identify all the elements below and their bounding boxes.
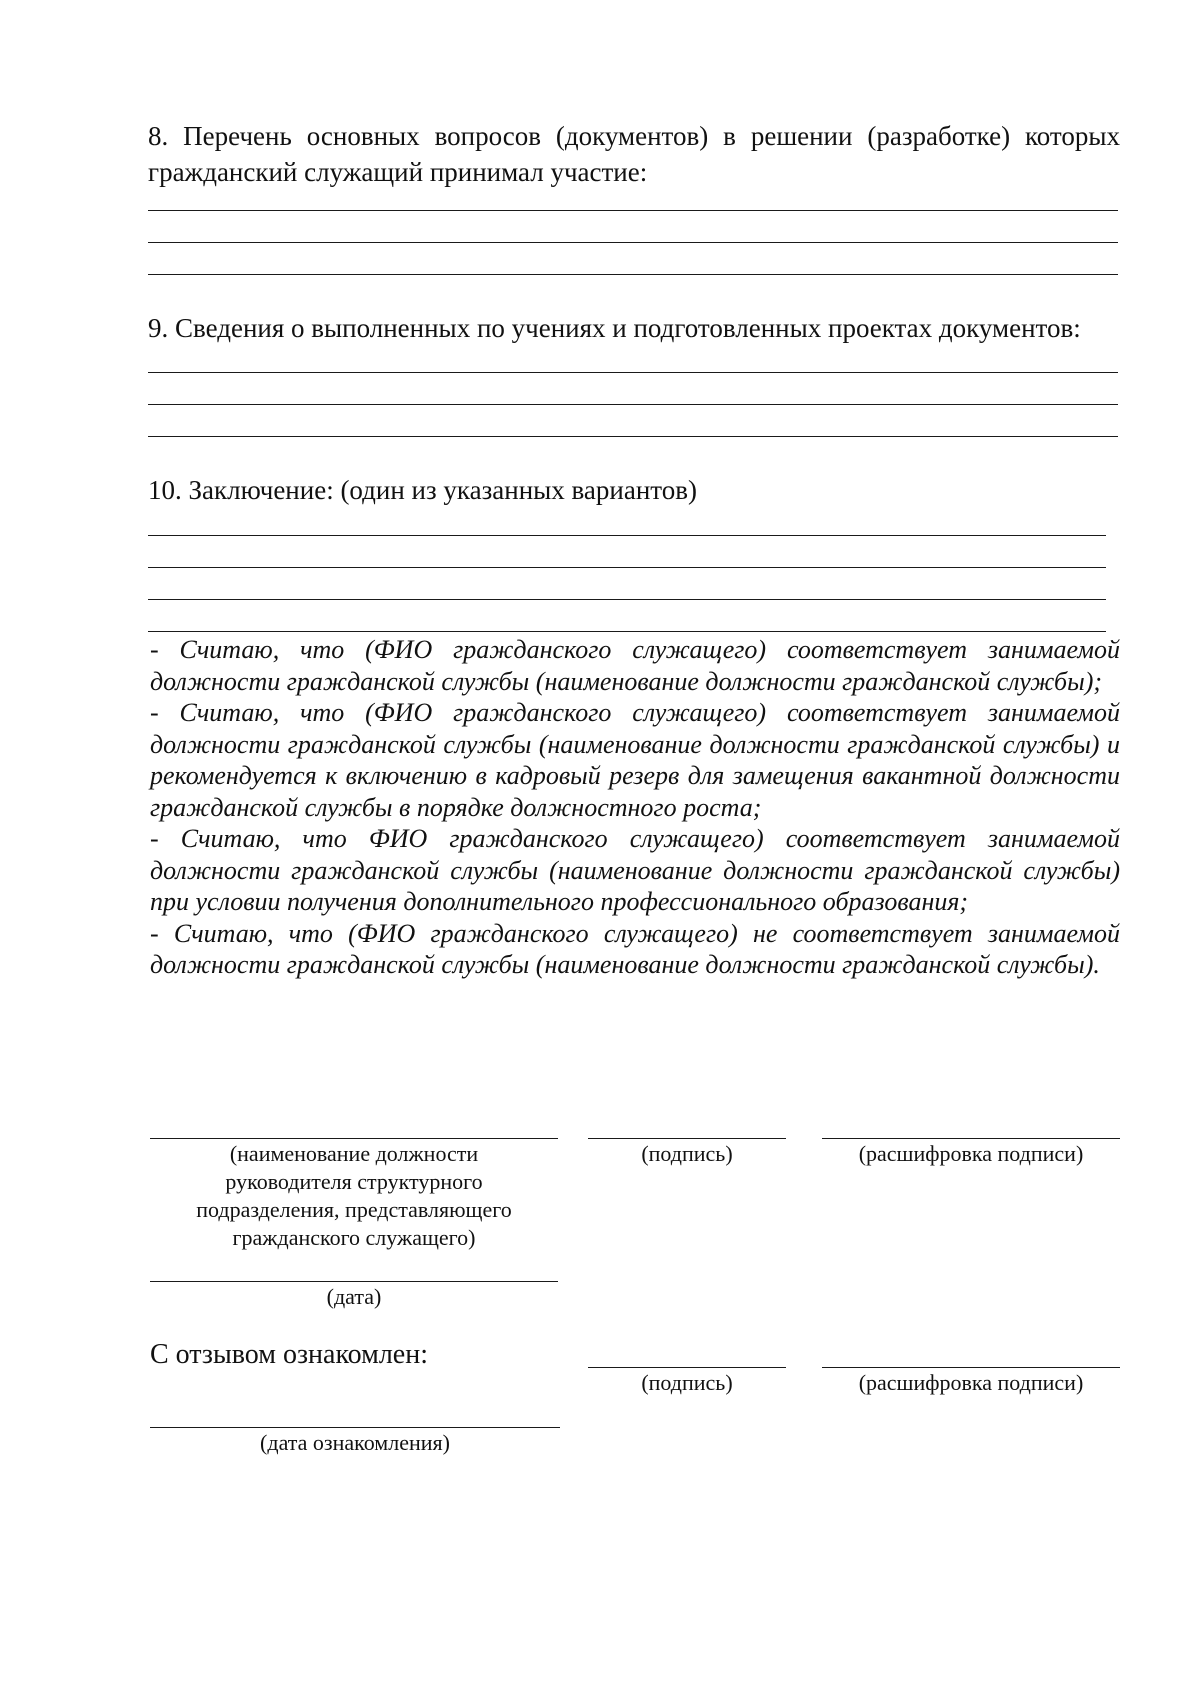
section-9-blank-line-2[interactable] <box>148 404 1118 405</box>
conclusion-option-2: - Считаю, что (ФИО гражданского служащего) соответствует занимаемой должности гражданской службы (наименование должности гражданской службы) и рекомендуется к включению в кадровый резерв для замещения вакантной должности гражданской службы в порядке должностного роста; <box>150 698 1120 822</box>
section-10-heading: 10. Заключение: (один из указанных вариантов) <box>148 475 697 505</box>
section-8-blank-line-1[interactable] <box>148 210 1118 211</box>
conclusion-option-4: - Считаю, что (ФИО гражданского служащего) не соответствует занимаемой должности гражданской службы (наименование должности гражданской службы). <box>150 918 1120 979</box>
section-10-blank-line-1[interactable] <box>148 535 1106 536</box>
ack-decoding-caption: (расшифровка подписи) <box>858 1370 1084 1395</box>
ack-signature-caption: (подпись) <box>641 1370 733 1395</box>
conclusion-option-3: - Считаю, что ФИО гражданского служащего) соответствует занимаемой должности гражданской службы (наименование должности гражданской службы) при условии получения дополнительного профессионального образования; <box>150 824 1120 916</box>
signature-caption: (подпись) <box>641 1141 733 1166</box>
section-9-heading: 9. Сведения о выполненных по учениях и подготовленных проектах документов: <box>148 313 1081 343</box>
section-8-blank-line-3[interactable] <box>148 274 1118 275</box>
position-signature-line[interactable] <box>150 1138 558 1139</box>
section-10-blank-line-2[interactable] <box>148 567 1106 568</box>
section-10-blank-line-4[interactable] <box>148 631 1106 632</box>
conclusion-option-1: - Считаю, что (ФИО гражданского служащего) соответствует занимаемой должности гражданской службы (наименование должности гражданской службы); <box>150 635 1120 696</box>
section-10-blank-line-3[interactable] <box>148 599 1106 600</box>
conclusion-options <box>150 634 1120 981</box>
decoding-line[interactable] <box>822 1138 1120 1139</box>
position-caption: (наименование должности руководителя структурного подразделения, представляющего гражданского служащего) <box>196 1141 512 1250</box>
section-9-blank-line-3[interactable] <box>148 436 1118 437</box>
signature-line[interactable] <box>588 1138 786 1139</box>
ack-date-caption: (дата ознакомления) <box>260 1430 450 1455</box>
date-caption: (дата) <box>326 1284 382 1309</box>
section-8-heading: 8. Перечень основных вопросов (документов) в решении (разработке) которых гражданский служащий принимал участие: <box>148 121 1120 187</box>
section-8-blank-line-2[interactable] <box>148 242 1118 243</box>
acknowledgement-label: С отзывом ознакомлен: <box>150 1339 428 1370</box>
ack-decoding-line[interactable] <box>822 1367 1120 1368</box>
section-9-blank-line-1[interactable] <box>148 372 1118 373</box>
ack-signature-line[interactable] <box>588 1367 786 1368</box>
ack-date-line[interactable] <box>150 1427 560 1428</box>
date-line[interactable] <box>150 1281 558 1282</box>
decoding-caption: (расшифровка подписи) <box>858 1141 1084 1166</box>
